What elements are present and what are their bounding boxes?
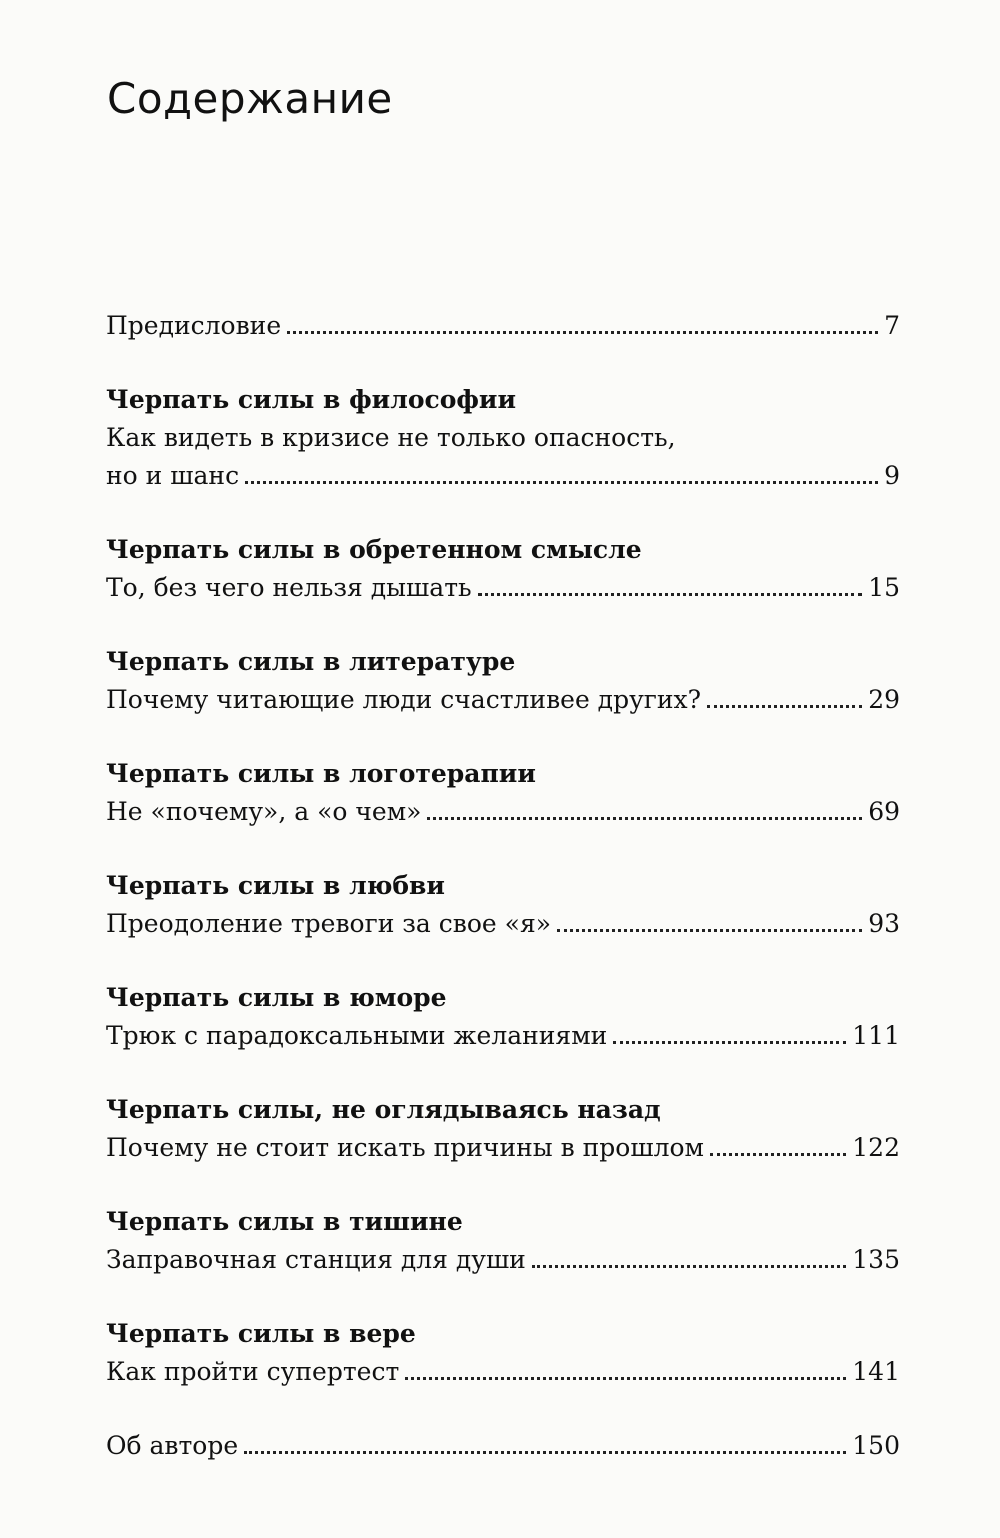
dot-leader	[427, 817, 862, 820]
toc-page-number: 93	[868, 909, 900, 938]
toc-entry[interactable]	[106, 458, 900, 494]
toc-section	[106, 382, 900, 494]
dot-leader	[287, 331, 878, 334]
toc-page-number: 9	[884, 461, 900, 490]
dot-leader	[245, 481, 878, 484]
toc-entry-preface[interactable]	[106, 308, 900, 344]
dot-leader	[710, 1153, 846, 1156]
dot-leader	[405, 1377, 846, 1380]
section-heading: Черпать силы в логотерапии	[106, 759, 536, 788]
dot-leader	[244, 1451, 846, 1454]
toc-section	[106, 532, 900, 606]
toc-entry-label: Почему не стоит искать причины в прошлом	[106, 1133, 704, 1162]
section-heading: Черпать силы в обретенном смысле	[106, 535, 642, 564]
toc-page-number: 7	[884, 311, 900, 340]
toc-section	[106, 644, 900, 718]
toc-entry-label: Трюк с парадоксальными желаниями	[106, 1021, 608, 1050]
toc-entry[interactable]	[106, 682, 900, 718]
toc-entry-label: Преодоление тревоги за свое «я»	[106, 909, 552, 938]
toc-page-number: 122	[852, 1133, 900, 1162]
section-heading: Черпать силы в философии	[106, 385, 517, 414]
table-of-contents	[106, 308, 900, 1464]
toc-entry[interactable]	[106, 570, 900, 606]
toc-entry[interactable]	[106, 1354, 900, 1390]
toc-page-number: 29	[868, 685, 900, 714]
section-heading: Черпать силы в литературе	[106, 647, 516, 676]
dot-leader	[557, 929, 862, 932]
toc-entry-label: Заправочная станция для души	[106, 1245, 526, 1274]
toc-page-number: 15	[868, 573, 900, 602]
toc-entry-label: Почему читающие люди счастливее других?	[106, 685, 702, 714]
toc-entry[interactable]	[106, 794, 900, 830]
toc-entry-label: Предисловие	[106, 311, 282, 340]
toc-section	[106, 1092, 900, 1166]
toc-entry-label: То, без чего нельзя дышать	[106, 573, 472, 602]
section-heading: Черпать силы в тишине	[106, 1207, 463, 1236]
toc-page-number: 150	[852, 1431, 900, 1460]
section-heading: Черпать силы, не оглядываясь назад	[106, 1095, 661, 1124]
toc-section	[106, 1204, 900, 1278]
toc-section	[106, 868, 900, 942]
page-title: Содержание	[107, 74, 393, 123]
dot-leader	[532, 1265, 846, 1268]
toc-entry-label-line: Как видеть в кризисе не только опасность,	[106, 423, 676, 452]
section-heading: Черпать силы в юморе	[106, 983, 447, 1012]
toc-page-number: 135	[852, 1245, 900, 1274]
toc-entry[interactable]	[106, 1130, 900, 1166]
toc-entry-label: но и шанс	[106, 461, 240, 490]
toc-entry[interactable]	[106, 1242, 900, 1278]
toc-entry-label: Об авторе	[106, 1431, 239, 1460]
toc-page-number: 141	[852, 1357, 900, 1386]
toc-entry[interactable]	[106, 1018, 900, 1054]
toc-page-number: 111	[852, 1021, 900, 1050]
toc-section	[106, 1316, 900, 1390]
toc-section	[106, 980, 900, 1054]
toc-entry-about-author[interactable]	[106, 1428, 900, 1464]
toc-entry[interactable]	[106, 906, 900, 942]
section-heading: Черпать силы в любви	[106, 871, 445, 900]
dot-leader	[478, 593, 863, 596]
dot-leader	[613, 1041, 846, 1044]
toc-entry-label: Не «почему», а «о чем»	[106, 797, 422, 826]
section-heading: Черпать силы в вере	[106, 1319, 416, 1348]
toc-page-number: 69	[868, 797, 900, 826]
toc-section	[106, 756, 900, 830]
toc-entry-label: Как пройти супертест	[106, 1357, 400, 1386]
dot-leader	[707, 705, 862, 708]
